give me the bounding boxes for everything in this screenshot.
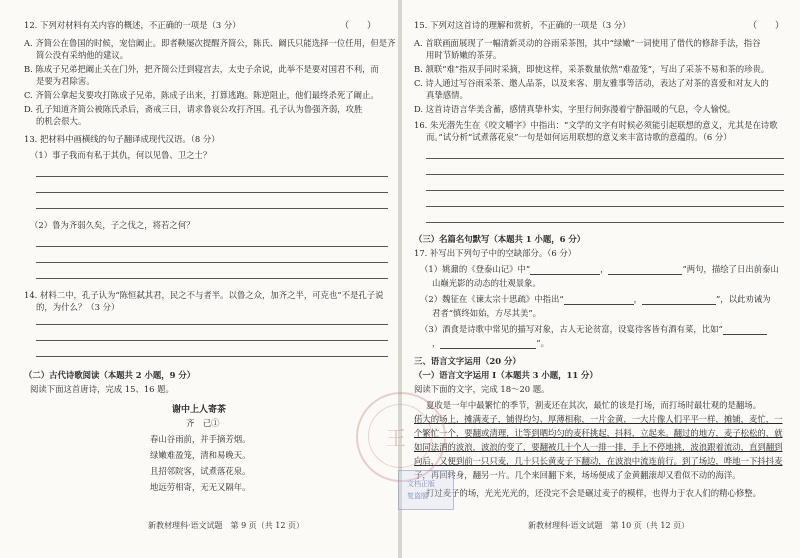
q14-stem-cont: 的，为什么？（3 分） — [36, 302, 120, 312]
q15-option-c-cont: 真挚感情。 — [426, 90, 468, 100]
page-footer-right: 新教材理科·语文试题 第 10 页（共 12 页） — [528, 521, 690, 530]
q17-item-3: （3）酒食是诗歌中常见的描写对象，古人无论贫富，设宴待客皆有酒有菜，比如“ — [420, 324, 767, 335]
q15-answer-paren: （ ） — [748, 21, 785, 31]
fill-blank[interactable] — [530, 265, 600, 275]
right-page — [402, 0, 800, 558]
section-3-heading: （三）名篇名句默写（本题共 1 小题，6 分） — [414, 234, 586, 244]
answer-line — [426, 190, 784, 191]
q15-option-b: B. 颔联“难”指双手同时采摘，即使这样，采茶数量依然“难盈笼”，写出了采茶不易和茶的珍贵。 — [414, 64, 770, 74]
answer-line — [36, 246, 388, 247]
watermark-char: 王 — [386, 426, 406, 450]
q17-item-2: （2）魏征在《谏太宗十思疏》中指出“ ， ”，以此劝诫为 — [420, 294, 771, 304]
q17-item-1-cont: 山巅光影的动态的壮观景象。 — [432, 278, 541, 288]
q12-option-a: A. 齐简公在鲁国的时候，宠信阚止。即者鞅屡次提醒齐简公，陈氏、阚氏只能选择一位任用，但是齐 — [24, 38, 396, 48]
watermark-badge — [398, 470, 454, 510]
q12-option-d: D. 孔子知道齐简公被陈氏杀后，斋戒三日，请求鲁哀公攻打齐国。孔子认为鲁强齐弱，攻胜 — [24, 104, 363, 114]
fill-blank[interactable] — [564, 295, 634, 305]
watermark-badge-line-1: 文档正版 — [407, 480, 435, 488]
passage-line: 向后，又便到前一只只麦，几十只长黄麦子下翻动，在波浪中流连前行。到了场边，哗地一下抖抖麦 — [414, 456, 783, 466]
fill-blank[interactable] — [642, 295, 716, 305]
answer-line — [36, 324, 388, 325]
answer-line — [36, 192, 388, 193]
watermark-badge-line-2: 复盗版 — [407, 492, 428, 500]
fill-blank[interactable] — [440, 339, 536, 349]
q12-option-c: C. 齐简公拿起戈要攻打陈成子兄弟，陈成子出来，打算逃跑。陈逆阻止，他们最终杀死了阚止。 — [24, 90, 379, 100]
q14-stem: 14. 材料二中，孔子认为“陈恒弑其君，民之不与者半。以鲁之众，加齐之半，可克也”不是孔子说 — [24, 290, 384, 300]
answer-line — [36, 208, 388, 209]
poem-line-4: 地远劳相寄，无无又隔年。 — [150, 482, 251, 492]
section-2-heading: （二）古代诗歌阅读（本题共 2 小题，9 分） — [24, 370, 196, 380]
q15-stem: 15. 下列对这首诗的理解和赏析，不正确的一项是（3 分） — [414, 20, 631, 30]
page-footer-left: 新教材理科·语文试题 第 9 页（共 12 页） — [148, 521, 304, 530]
poem-line-2: 绿嫩难盈笼，清和易晚天。 — [150, 450, 251, 460]
answer-line — [426, 222, 784, 223]
q17-stem: 17. 补写出下列句子中的空缺部分。（6 分） — [414, 248, 577, 258]
answer-line — [36, 176, 388, 177]
part-3-subheading: （一）语言文字运用 Ⅰ（本题共 3 小题，11 分） — [414, 370, 598, 380]
q12-option-d-cont: 的机会很大。 — [36, 116, 87, 126]
left-page — [0, 0, 398, 558]
section-2-instruction: 阅读下面这首唐诗，完成 15、16 题。 — [30, 384, 174, 394]
q12-option-a-cont: 简公没有采纳他的建议。 — [36, 50, 129, 60]
answer-line — [426, 158, 784, 159]
passage-para-1: 夏收是一年中最繁忙的季节，割麦还在其次，最忙的该是打场，而打场时最壮观的是翻场。 — [426, 400, 761, 410]
q17-item-3-cont: ， ”。 — [432, 338, 550, 348]
answer-line — [36, 262, 388, 263]
watermark-stamp — [356, 392, 446, 482]
poem-title: 谢中上人寄茶 — [172, 405, 227, 415]
passage-para-2: 打过麦子的场，光光光光的，还没完不会是碾过麦子的模样，也得力于农人们的精心修整。 — [426, 488, 761, 498]
passage-line: 如同法洒的波浪，波浪的变了，要翻被几十个人一排一排，手上不停地挑，波浪跟着流动，直到翻到 — [414, 442, 783, 452]
q16-stem-cont: 而。”试分析“试煮落花泉”一句是如何运用联想的意义来丰富诗歌的意蕴的。（6 分） — [426, 132, 732, 142]
q12-option-b-cont: 是要为君除害。 — [36, 76, 95, 86]
answer-line — [426, 206, 784, 207]
q13-sentence-1: （1）事子我而有私于其仇，何以见鲁、卫之士？ — [30, 150, 212, 160]
passage-line: 偌大的场上，摊满麦子，铺得均匀、厚薄相称，一片金黄，一大片像人们平平一样，摊铺，麦忙，一 — [414, 414, 783, 424]
fill-blank[interactable] — [608, 265, 682, 275]
part-3-instruction: 阅读下面的文字，完成 18～20 题。 — [414, 384, 550, 394]
poem-author: 齐 己① — [186, 418, 220, 428]
q12-stem: 12. 下列对材料有关内容的概述，不正确的一项是（3 分） — [24, 20, 241, 30]
part-3-heading: 三、语言文字运用（20 分） — [414, 356, 521, 366]
q15-option-a-cont: 用时节娇嫩的茶芽。 — [426, 50, 502, 60]
answer-line — [36, 340, 388, 341]
passage-line: 个繁忙一个，要翻或清理，让等到晒均匀的麦秆挑起，抖料，立起来。翻过的地方，麦子松松的，就 — [414, 428, 783, 438]
q15-option-c: C. 诗人通过写谷雨采茶、邀人品茶，以及来客、朋友雅事等活动，表达了对茶的喜爱和对友人的 — [414, 78, 769, 88]
q12-option-b: B. 陈成子兄弟把阚止关在门外，把齐简公迁到寝宫去，太史子余说，此举不是要对国君不利，而 — [24, 64, 379, 74]
poem-line-1: 春山谷雨前，并手摘芳烟。 — [150, 434, 251, 444]
passage-line: 子，再回转身，翻另一片。几个来回翻下来，场场便成了金黄翻滚却又看似不动的海洋。 — [414, 470, 741, 480]
q17-item-1: （1）姚鼐的《登泰山记》中“ ， ”两句，描绘了日出前泰山 — [420, 264, 779, 274]
answer-line — [426, 174, 784, 175]
q15-option-a: A. 首联画面展现了一幅清新灵动的谷雨采茶图，其中“绿嫩”一词使用了借代的修辞手法，指谷 — [414, 38, 761, 48]
q13-sentence-2: （2）鲁为齐弱久矣，子之伐之，将若之何？ — [30, 220, 195, 230]
fill-blank[interactable] — [723, 325, 767, 335]
q16-stem: 16. 朱光潜先生在《咬文嚼字》中指出：“文学的文字有时候必须能引起联想的意义，尤其是在诗歌 — [414, 120, 778, 130]
q15-option-d: D. 这首诗语言华美含蓄，感情真挚朴实，字里行间弥漫着宁静温暖的气息，令人愉悦。 — [414, 104, 736, 114]
poem-line-3: 且招邻院客，试煮落花泉。 — [150, 466, 251, 476]
q17-item-2-cont: 君者“慎终如始，方尽其美”。 — [432, 308, 542, 318]
q13-stem: 13. 把材料中画横线的句子翻译成现代汉语。（8 分） — [24, 134, 220, 144]
q12-answer-paren: （ ） — [340, 21, 377, 31]
answer-line — [36, 356, 388, 357]
answer-line — [36, 278, 388, 279]
